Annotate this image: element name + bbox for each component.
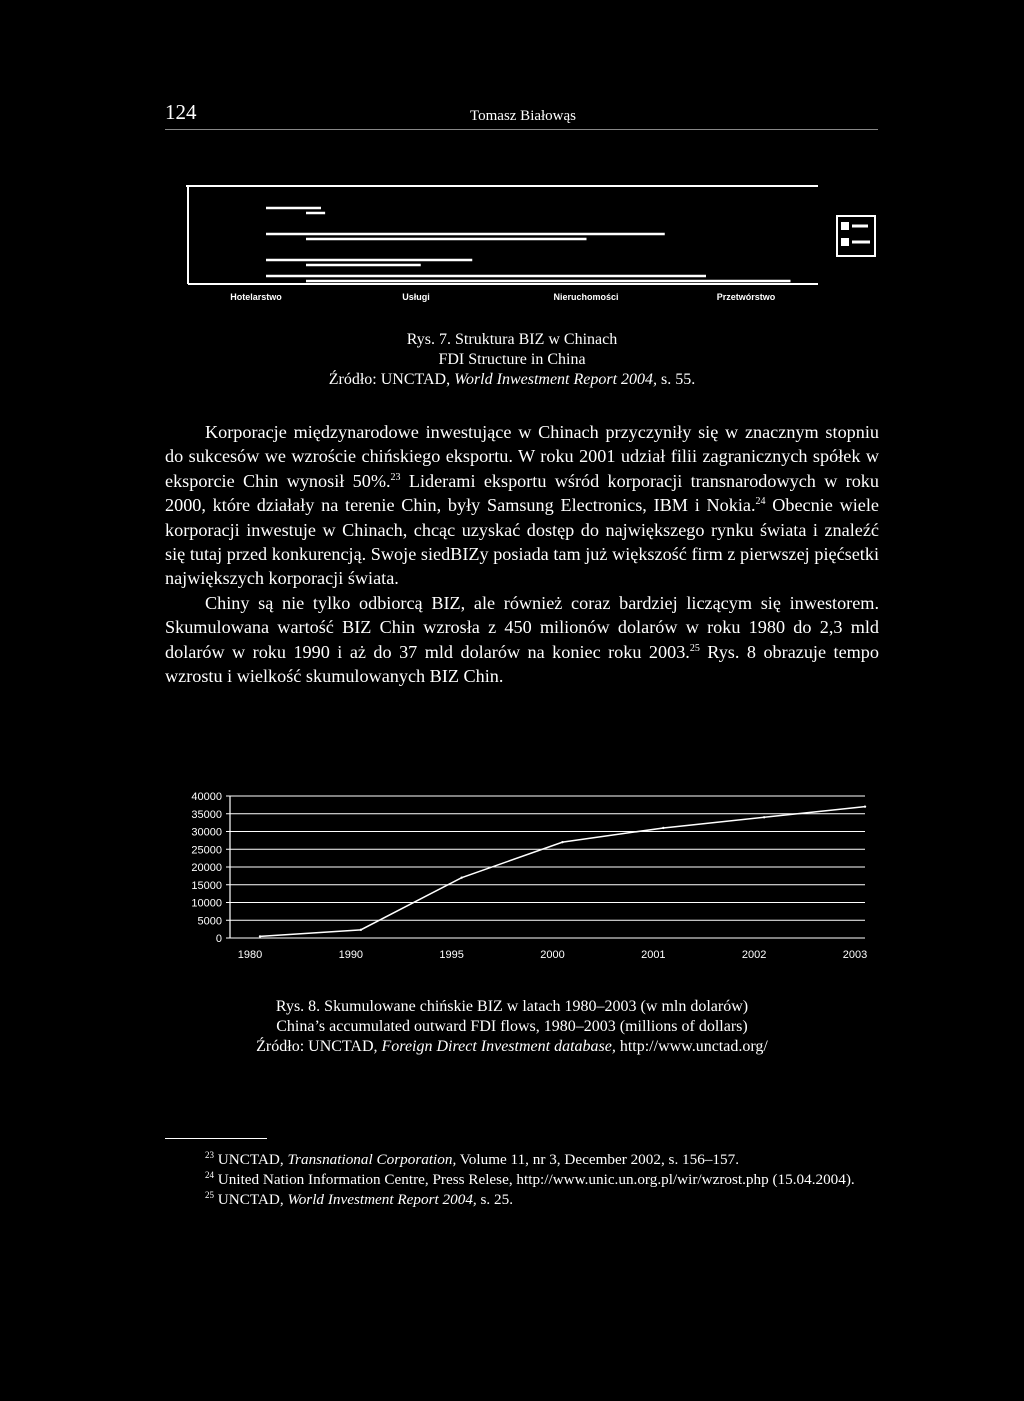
footnote-ref[interactable]: 23	[390, 471, 401, 483]
paragraph-2: Chiny są nie tylko odbiorcą BIZ, ale również coraz bardziej liczącym się inwestorem. Skumulowana wartość BIZ Chin wzrosła z 450 milionów dolarów w roku 1980 do 2,3 mld dolarów w roku 1990 i aż do 37 mld dolarów na koniec roku 2003.25 Rys. 8 obrazuje tempo wzrostu i wielkość skumulowanych BIZ Chin.	[165, 592, 879, 687]
fig2-x-tick-label: 2002	[741, 949, 767, 961]
header-rule	[165, 129, 878, 130]
figure1-chart	[186, 184, 880, 306]
fig1-category-label: Nieruchomości	[553, 292, 619, 302]
figure1-caption-en: FDI Structure in China	[438, 351, 586, 368]
footnote-ref[interactable]: 24	[755, 496, 766, 508]
fig2-y-tick-label: 10000	[191, 897, 222, 910]
fig2-x-tick-label: 2003	[842, 949, 868, 961]
fig2-point	[864, 805, 866, 807]
fig2-x-tick-label: 1990	[338, 949, 364, 961]
figure2-source: Źródło: UNCTAD, Foreign Direct Investment database, http://www.unctad.org/	[256, 1038, 768, 1055]
fig1-category-label: Hotelarstwo	[230, 292, 282, 302]
legend-swatch	[841, 222, 849, 230]
figure2-caption-pl: Rys. 8. Skumulowane chińskie BIZ w latach 1980–2003 (w mln dolarów)	[275, 998, 749, 1015]
fig2-y-tick-label: 30000	[191, 826, 222, 839]
footnote-24: $^{24}$ United Nation Information Centre, Press Relese, http://www.unic.un.org.pl/wir/wzrost.php (15.04.2004).	[205, 1169, 855, 1188]
fig2-series-line	[260, 807, 865, 937]
fig2-y-tick-label: 15000	[191, 879, 222, 892]
figure1-caption-pl: Rys. 7. Struktura BIZ w Chinach	[406, 331, 618, 348]
footnote-25: $^{25}$ UNCTAD, World Investment Report 2004, s. 25.	[205, 1189, 514, 1208]
fig2-point	[259, 935, 261, 937]
page-number: 124	[165, 100, 197, 124]
fig2-point	[561, 841, 563, 843]
fig2-y-tick-label: 40000	[191, 791, 222, 803]
fig2-y-tick-label: 0	[215, 933, 222, 945]
fig2-point	[360, 929, 362, 931]
fig1-category-label: Przetwórstwo	[716, 292, 776, 302]
footnote-ref[interactable]: 25	[689, 642, 700, 654]
fig2-point	[763, 816, 765, 818]
figure2-caption-en: China’s accumulated outward FDI flows, 1980–2003 (millions of dollars)	[276, 1018, 748, 1035]
fig1-category-label: Usługi	[402, 292, 430, 302]
body-text	[165, 420, 879, 688]
fig2-x-tick-label: 1980	[237, 949, 263, 961]
fig2-point	[460, 876, 462, 878]
fig2-x-tick-label: 1995	[439, 949, 464, 961]
fig2-y-tick-label: 20000	[191, 862, 222, 874]
figure1-source: Źródło: UNCTAD, World Inwestment Report 2004, s. 55.	[328, 371, 696, 388]
fig2-y-tick-label: 35000	[191, 808, 222, 821]
footnotes	[165, 1150, 879, 1210]
fig2-x-tick-label: 2000	[540, 949, 565, 961]
paragraph-1: Korporacje międzynarodowe inwestujące w Chinach przyczyniły się w znacznym stopniu do sukcesów we wzroście chińskiego eksportu. W roku 2001 udział filii zagranicznych spółek w eksporcie Chin wynosił 50%.$^{23}$ Liderami eksportu wśród korporacji transnarodowych w roku 2000, które działały na terenie Chin, były Samsung Electronics, IBM i Nokia.$^{24}$ Obecnie wiele korporacji inwestuje w Chinach, chcąc uzyskać dostęp do największego rynku świata i znaleźć się tutaj przed konkurencją. Swoje siedBIZy posiada tam już większość firm z pierwszej pięćsetki największych korporacji świata.	[165, 422, 879, 589]
legend-swatch	[841, 238, 849, 246]
fig2-y-tick-label: 25000	[191, 844, 222, 857]
fig2-y-tick-label: 5000	[197, 915, 222, 928]
running-header-author: Tomasz Białowąs	[470, 108, 577, 124]
figure2-chart	[160, 782, 880, 972]
fig2-x-tick-label: 2001	[641, 949, 666, 961]
fig2-point	[662, 827, 664, 829]
footnote-rule	[165, 1138, 267, 1139]
footnote-23: $^{23}$ UNCTAD, Transnational Corporation, Volume 11, nr 3, December 2002, s. 156–157.	[205, 1149, 740, 1168]
